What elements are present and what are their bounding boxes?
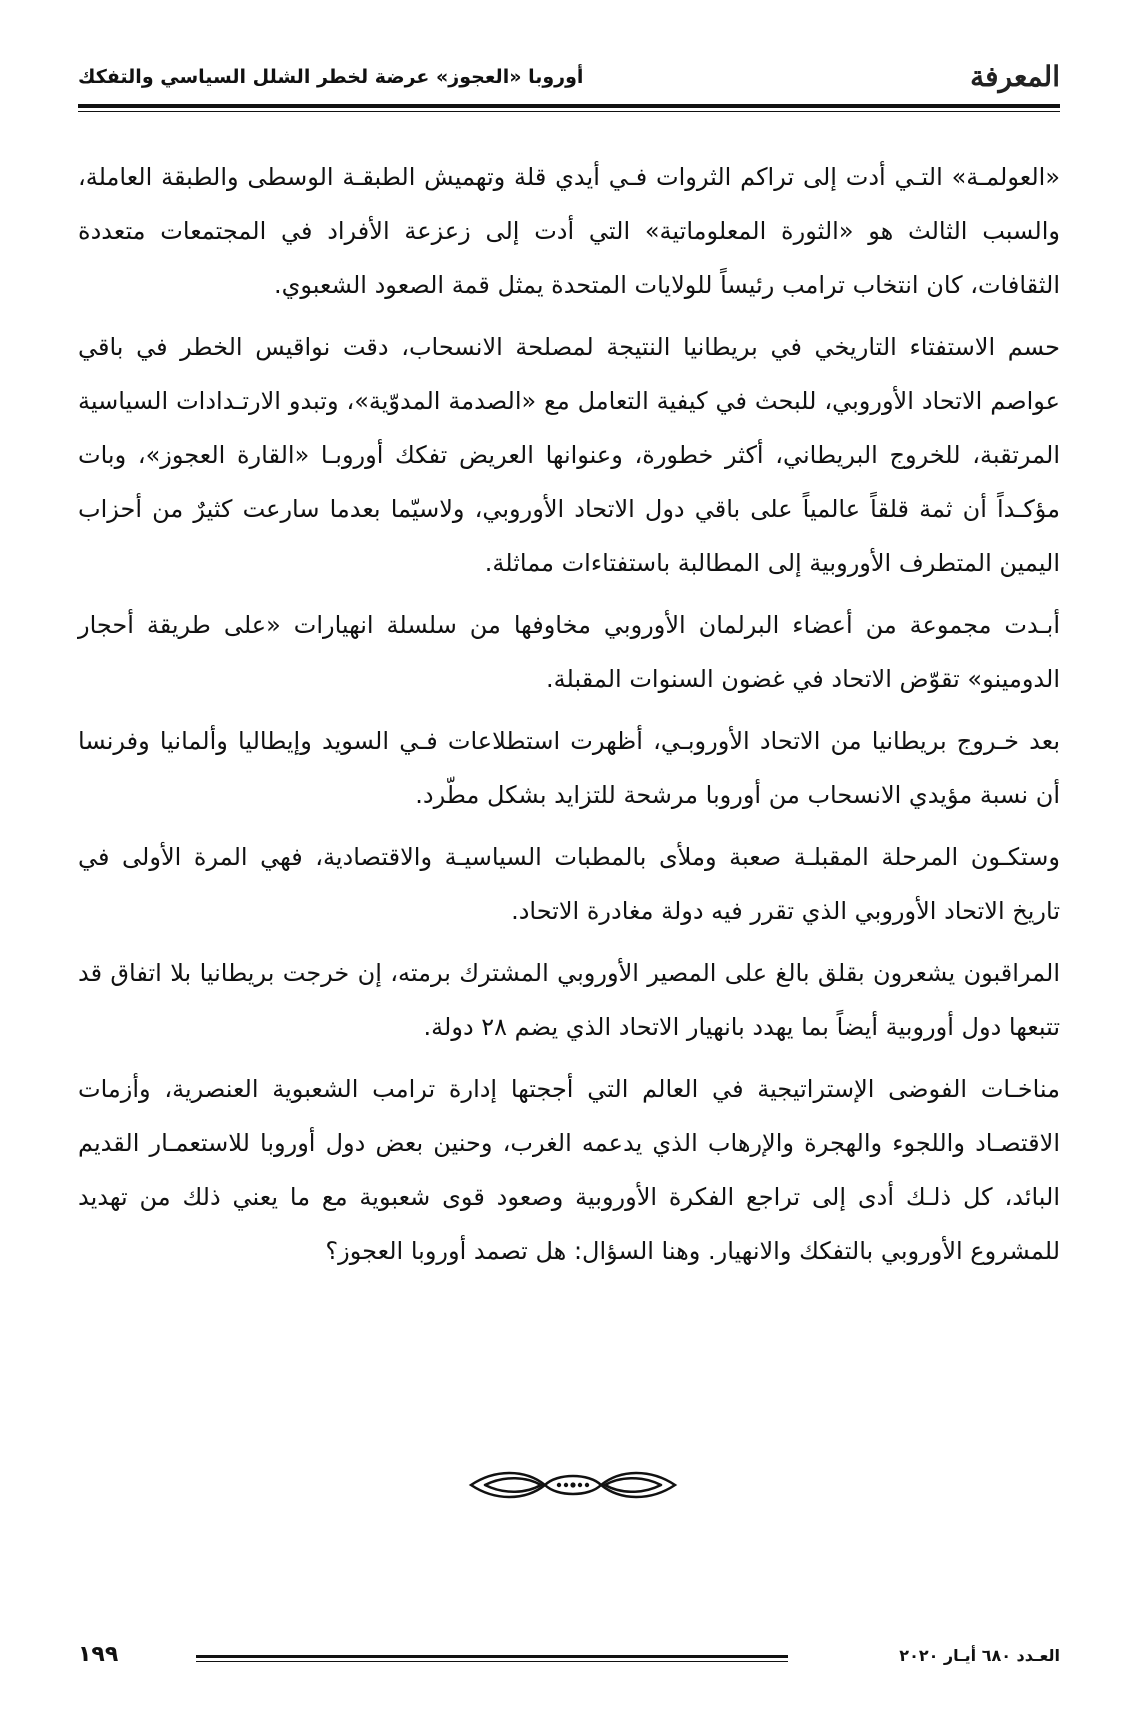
page-header [78, 58, 1060, 102]
footer-rule [196, 1655, 788, 1658]
running-title: أوروبا «العجوز» عرضة لخطر الشلل السياسي والتفكك [78, 66, 584, 88]
article-body [78, 150, 1060, 1286]
paragraph: أبـدت مجموعة من أعضاء البرلمان الأوروبي مخاوفها من سلسلة انهيارات «على طريقة أحجار الدومينو» تقوّض الاتحاد في غضون السنوات المقبلة. [78, 611, 1060, 693]
issue-info: العـدد ٦٨٠ أيـار ٢٠٢٠ [899, 1646, 1060, 1665]
paragraph: مناخـات الفوضى الإستراتيجية في العالم التي أججتها إدارة ترامب الشعبوية العنصرية، وأزمات الاقتصـاد واللجوء والهجرة والإرهاب الذي يدعمه الغرب، وحنين بعض دول أوروبا للاستعمـار القديم البائد، كل ذلـك أدى إلى تراجع الفكرة الأوروبية وصعود قوى شعبوية مع ما يعني ذلك من تهديد للمشروع الأوروبي بالتفكك والانهيار. وهنا السؤال: هل تصمد أوروبا العجوز؟ [78, 1075, 1060, 1265]
page-number: ١٩٩ [78, 1642, 119, 1667]
magazine-logo: المعرفة [970, 60, 1060, 93]
paragraph: حسم الاستفتاء التاريخي في بريطانيا النتيجة لمصلحة الانسحاب، دقت نواقيس الخطر في باقي عواصم الاتحاد الأوروبي، للبحث في كيفية التعامل مع «الصدمة المدوّية»، وتبدو الارتـدادات السياسية المرتقبة، للخروج البريطاني، أكثر خطورة، وعنوانها العريض تفكك أوروبـا «القارة العجوز»، وبات مؤكـداً أن ثمة قلقاً عالمياً على باقي دول الاتحاد الأوروبي، ولاسيّما بعدما سارعت كثيرٌ من أحزاب اليمين المتطرف الأوروبية إلى المطالبة باستفتاءات مماثلة. [78, 333, 1060, 577]
decorative-ornament-icon [465, 1463, 681, 1507]
paragraph: المراقبون يشعرون بقلق بالغ على المصير الأوروبي المشترك برمته، إن خرجت بريطانيا بلا اتفاق قد تتبعها دول أوروبية أيضاً بما يهدد بانهيار الاتحاد الذي يضم ٢٨ دولة. [78, 959, 1060, 1041]
paragraph: بعد خـروج بريطانيا من الاتحاد الأوروبـي، أظهرت استطلاعات فـي السويد وإيطاليا وألمانيا وفرنسا أن نسبة مؤيدي الانسحاب من أوروبا مرشحة للتزايد بشكل مطّرد. [78, 727, 1060, 809]
header-rule-thin [78, 111, 1060, 112]
paragraph: «العولمـة» التـي أدت إلى تراكم الثروات فـي أيدي قلة وتهميش الطبقـة الوسطى والطبقة العاملة، والسبب الثالث هو «الثورة المعلوماتية» التي أدت إلى زعزعة الأفراد في المجتمعات متعددة الثقافات، كان انتخاب ترامب رئيساً للولايات المتحدة يمثل قمة الصعود الشعبوي. [78, 163, 1060, 299]
header-rule [78, 104, 1060, 108]
footer-rule-thin [196, 1661, 788, 1662]
paragraph: وستكـون المرحلة المقبلـة صعبة وملأى بالمطبات السياسيـة والاقتصادية، فهي المرة الأولى في تاريخ الاتحاد الأوروبي الذي تقرر فيه دولة مغادرة الاتحاد. [78, 843, 1060, 925]
